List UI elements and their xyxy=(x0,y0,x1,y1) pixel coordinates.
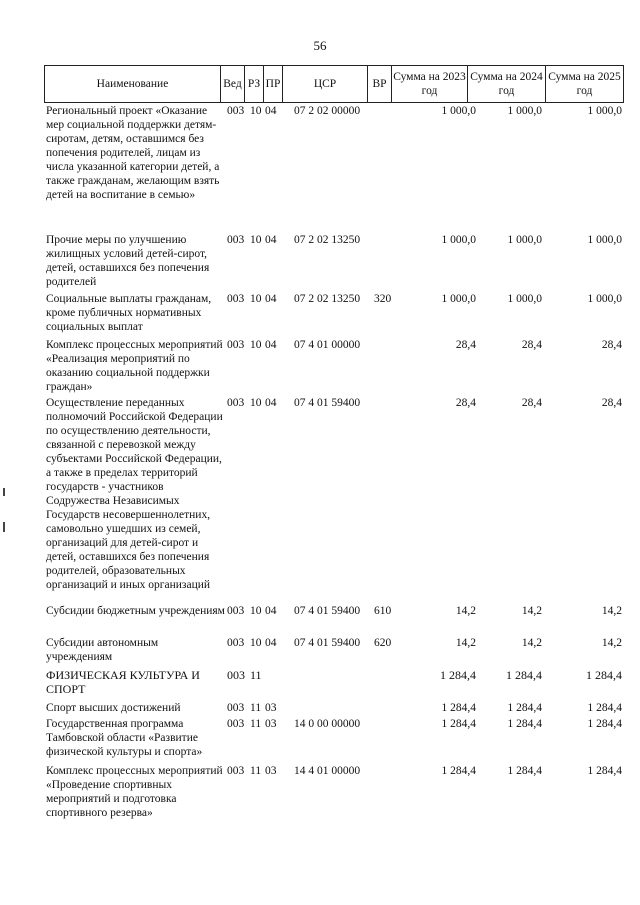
row-rz: 11 xyxy=(250,718,262,730)
scan-mark xyxy=(3,488,5,496)
page-number: 56 xyxy=(313,38,327,53)
row-ved: 003 xyxy=(227,702,245,714)
row-name: Прочие меры по улучшению жилищных условий детей-сирот, детей, оставшихся без попечения родителей xyxy=(46,234,210,288)
row-sum2025: 1 284,4 xyxy=(587,765,622,777)
column-header-vr: ВР xyxy=(368,65,392,103)
row-name: Спорт высших достижений xyxy=(46,702,181,714)
row-sum2025: 1 000,0 xyxy=(587,293,622,305)
row-ved: 003 xyxy=(227,668,245,682)
row-csr: 14 4 01 00000 xyxy=(294,765,361,777)
row-sum2024: 1 000,0 xyxy=(507,105,542,117)
row-sum2025: 1 284,4 xyxy=(587,702,622,714)
row-pr: 03 xyxy=(265,765,277,777)
row-pr: 04 xyxy=(265,637,277,649)
row-sum2024: 1 284,4 xyxy=(507,765,542,777)
row-sum2023: 14,2 xyxy=(455,605,476,617)
row-sum2023: 14,2 xyxy=(455,637,476,649)
row-sum2023: 1 284,4 xyxy=(441,765,476,777)
row-pr: 04 xyxy=(265,339,277,351)
table-header xyxy=(44,65,624,103)
row-ved: 003 xyxy=(227,637,245,649)
row-sum2023: 28,4 xyxy=(455,339,476,351)
row-sum2023: 1 284,4 xyxy=(441,718,476,730)
row-vr: 610 xyxy=(374,605,392,617)
row-vr: 320 xyxy=(374,293,392,305)
column-header-ved: Вед xyxy=(221,65,245,103)
row-csr: 07 4 01 59400 xyxy=(294,605,361,617)
row-pr: 04 xyxy=(265,105,277,117)
row-sum2024: 1 284,4 xyxy=(507,702,542,714)
row-ved: 003 xyxy=(227,765,245,777)
row-pr: 04 xyxy=(265,234,277,246)
row-csr: 07 2 02 00000 xyxy=(294,105,361,117)
row-rz: 11 xyxy=(250,668,262,682)
row-csr: 07 2 02 13250 xyxy=(294,293,361,305)
row-sum2024: 1 000,0 xyxy=(507,234,542,246)
row-ved: 003 xyxy=(227,293,245,305)
row-rz: 11 xyxy=(250,702,262,714)
row-sum2023: 28,4 xyxy=(455,397,476,409)
row-pr: 04 xyxy=(265,397,277,409)
row-sum2025: 1 000,0 xyxy=(587,234,622,246)
row-rz: 10 xyxy=(250,605,262,617)
row-sum2025: 14,2 xyxy=(601,605,622,617)
column-header-sum2024: Сумма на 2024 год xyxy=(468,65,546,103)
row-sum2025: 1 000,0 xyxy=(587,105,622,117)
row-vr: 620 xyxy=(374,637,392,649)
row-sum2024: 14,2 xyxy=(521,637,542,649)
row-ved: 003 xyxy=(227,105,245,117)
row-sum2024: 1 284,4 xyxy=(507,718,542,730)
row-sum2025: 28,4 xyxy=(601,339,622,351)
column-header-pr: ПР xyxy=(264,65,283,103)
row-sum2025: 1 284,4 xyxy=(587,718,622,730)
column-header-csr: ЦСР xyxy=(283,65,368,103)
row-name: Осуществление переданных полномочий Российской Федерации по осуществлению деятельности, связанной с перевозкой между субъектами Российской Федерации, а также в пределах территорий государств - участников Содружества Независимых Государств несовершеннолетних, самовольно ушедших из семей, организаций для детей-сирот и детей, оставшихся без попечения родителей, образовательных организаций и иных организаций xyxy=(46,397,223,591)
row-rz: 10 xyxy=(250,637,262,649)
row-name: Комплекс процессных мероприятий «Проведение спортивных мероприятий и подготовка спортивного резерва» xyxy=(46,765,223,819)
column-header-sum2023: Сумма на 2023 год xyxy=(392,65,468,103)
row-ved: 003 xyxy=(227,718,245,730)
row-csr: 07 2 02 13250 xyxy=(294,234,361,246)
row-pr: 04 xyxy=(265,293,277,305)
row-csr: 07 4 01 00000 xyxy=(294,339,361,351)
row-pr: 04 xyxy=(265,605,277,617)
row-ved: 003 xyxy=(227,339,245,351)
row-name: Комплекс процессных мероприятий «Реализация мероприятий по оказанию социальной поддержки граждан» xyxy=(46,339,223,393)
row-name: Государственная программа Тамбовской области «Развитие физической культуры и спорта» xyxy=(46,718,203,758)
row-sum2023: 1 000,0 xyxy=(441,234,476,246)
row-ved: 003 xyxy=(227,234,245,246)
row-sum2024: 1 284,4 xyxy=(506,668,542,682)
row-rz: 11 xyxy=(250,765,262,777)
row-sum2025: 14,2 xyxy=(601,637,622,649)
row-csr: 14 0 00 00000 xyxy=(294,718,361,730)
row-name: Субсидии автономным учреждениям xyxy=(46,637,159,663)
row-sum2024: 28,4 xyxy=(521,339,542,351)
row-csr: 07 4 01 59400 xyxy=(294,397,361,409)
column-header-name: Наименование xyxy=(44,65,221,103)
row-sum2023: 1 284,4 xyxy=(440,668,476,682)
row-sum2024: 14,2 xyxy=(521,605,542,617)
row-csr: 07 4 01 59400 xyxy=(294,637,361,649)
row-name: ФИЗИЧЕСКАЯ КУЛЬТУРА И СПОРТ xyxy=(46,668,200,696)
row-pr: 03 xyxy=(265,702,277,714)
row-sum2023: 1 284,4 xyxy=(441,702,476,714)
row-name: Субсидии бюджетным учреждениям xyxy=(46,605,225,617)
row-sum2024: 28,4 xyxy=(521,397,542,409)
row-name: Региональный проект «Оказание мер социальной поддержки детям-сиротам, детям, оставшимся без попечения родителей, лицам из числа указанной категории детей, а также гражданам, желающим взять детей на воспитание в семью» xyxy=(46,105,220,201)
row-sum2023: 1 000,0 xyxy=(441,293,476,305)
row-sum2023: 1 000,0 xyxy=(441,105,476,117)
row-rz: 10 xyxy=(250,339,262,351)
row-rz: 10 xyxy=(250,293,262,305)
row-sum2024: 1 000,0 xyxy=(507,293,542,305)
row-sum2025: 28,4 xyxy=(601,397,622,409)
row-rz: 10 xyxy=(250,397,262,409)
row-name: Социальные выплаты гражданам, кроме публичных нормативных социальных выплат xyxy=(46,293,212,333)
column-header-rz: РЗ xyxy=(245,65,264,103)
row-pr: 03 xyxy=(265,718,277,730)
column-header-sum2025: Сумма на 2025 год xyxy=(546,65,624,103)
row-rz: 10 xyxy=(250,234,262,246)
row-ved: 003 xyxy=(227,605,245,617)
row-sum2025: 1 284,4 xyxy=(586,668,622,682)
row-ved: 003 xyxy=(227,397,245,409)
row-rz: 10 xyxy=(250,105,262,117)
scan-mark xyxy=(3,522,5,532)
